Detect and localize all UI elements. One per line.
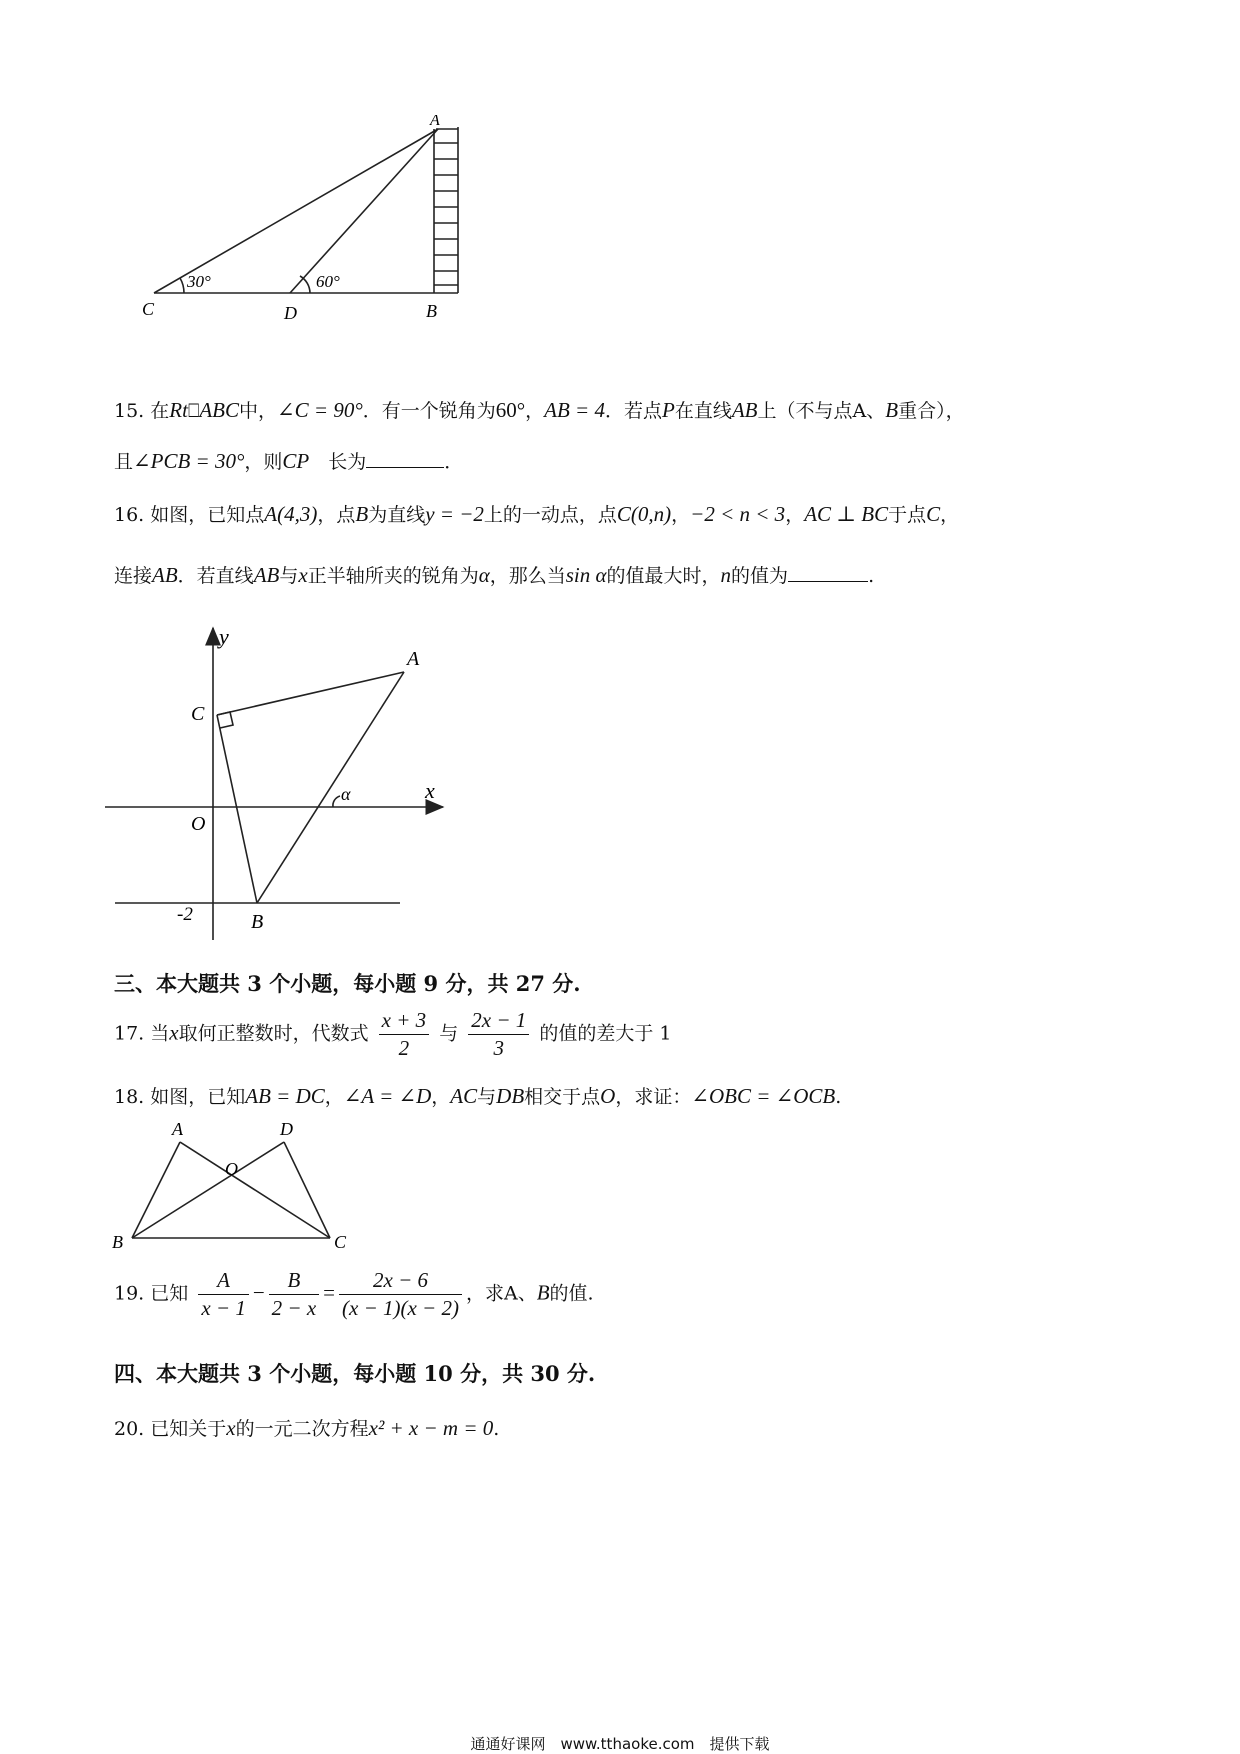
question-16-line1: 16. 如图，已知点A(4,3)，点B为直线y = −2上的一动点，点C(0,n)，−2 < n < 3，AC ⊥ BC于点C， bbox=[114, 502, 960, 526]
alpha-arc bbox=[333, 796, 340, 807]
question-19: 19. 已知 $\frac{A}{x - 1}$ − $\frac{B}{2 - x}$ = $\frac{2x - 6}{(x - 1)(x - 2)}$ ，求A、B的值. bbox=[114, 1268, 594, 1320]
section-4-heading: 四、本大题共 3 个小题，每小题 10 分，共 30 分. bbox=[114, 1361, 596, 1386]
segment-ca bbox=[217, 672, 404, 715]
point-b-label: B bbox=[426, 301, 437, 321]
point-a-label: A bbox=[407, 648, 420, 670]
point-c-label: C bbox=[334, 1232, 347, 1252]
line-ca bbox=[154, 129, 438, 293]
point-d-label: D bbox=[284, 303, 297, 323]
point-b-label: B bbox=[251, 911, 264, 933]
question-17: 17. 当x取何正整数时，代数式 $\frac{x + 3}{2}$ 与 $\frac{2x - 1}{3}$ 的值的差大于 1 bbox=[114, 1008, 672, 1060]
angle-60-label: 60° bbox=[316, 272, 340, 291]
point-c-label: C bbox=[191, 703, 205, 725]
line-da bbox=[290, 129, 438, 293]
origin-label: O bbox=[191, 813, 206, 835]
question-20: 20. 已知关于x的一元二次方程x² + x − m = 0. bbox=[114, 1416, 500, 1440]
point-o-label: O bbox=[225, 1159, 238, 1179]
x-axis-label: x bbox=[425, 778, 435, 803]
fraction-a-over-x-minus-1: $\frac{A}{x - 1}$ bbox=[198, 1270, 249, 1319]
ladder-rungs bbox=[434, 143, 458, 285]
fraction-b-over-2-minus-x: $\frac{B}{2 - x}$ bbox=[269, 1270, 320, 1319]
page-footer: 通通好课网 www.tthaoke.com 提供下载 bbox=[470, 1735, 770, 1753]
figure-crossed-triangles bbox=[108, 1118, 368, 1258]
segment-ab bbox=[257, 672, 404, 903]
y-axis-label: y bbox=[219, 624, 229, 649]
arc-30 bbox=[180, 278, 184, 293]
question-18: 18. 如图，已知AB = DC，∠A = ∠D，AC与DB相交于点O，求证：∠OBC = ∠OCB. bbox=[114, 1084, 842, 1108]
point-a-label: A bbox=[430, 115, 440, 129]
figure-ladder-triangle bbox=[140, 115, 480, 350]
point-c-label: C bbox=[142, 299, 155, 319]
point-d-label: D bbox=[280, 1119, 293, 1139]
angle-30-label: 30° bbox=[187, 272, 211, 291]
segment-cb bbox=[217, 715, 257, 903]
fraction-2x-minus-1-over-3: $\frac{2x - 1}{3}$ bbox=[468, 1010, 529, 1059]
point-a-label: A bbox=[172, 1119, 183, 1139]
fraction-x-plus-3-over-2: $\frac{x + 3}{2}$ bbox=[379, 1010, 430, 1059]
point-b-label: B bbox=[112, 1232, 123, 1252]
fraction-2x-minus-6-over-product: $\frac{2x - 6}{(x - 1)(x - 2)}$ bbox=[339, 1270, 462, 1319]
arc-60 bbox=[300, 276, 310, 293]
neg2-label: -2 bbox=[177, 904, 193, 925]
figure-coordinate-plane bbox=[105, 620, 455, 950]
question-15-line2: 且∠PCB = 30°，则CP 长为 ． bbox=[114, 449, 464, 473]
answer-blank-16 bbox=[788, 563, 868, 582]
answer-blank-15 bbox=[366, 449, 444, 468]
section-3-heading: 三、本大题共 3 个小题，每小题 9 分，共 27 分. bbox=[114, 971, 581, 996]
alpha-label: α bbox=[341, 784, 351, 804]
question-15-line1: 15. 在Rt⎕ABC中，∠C = 90°．有一个锐角为60°，AB = 4．若点P在直线AB上（不与点A、B重合）， bbox=[114, 398, 965, 422]
segment-bd bbox=[132, 1142, 284, 1238]
question-16-line2: 连接AB．若直线AB与x正半轴所夹的锐角为α，那么当sin α的值最大时，n的值为 . bbox=[114, 563, 875, 587]
